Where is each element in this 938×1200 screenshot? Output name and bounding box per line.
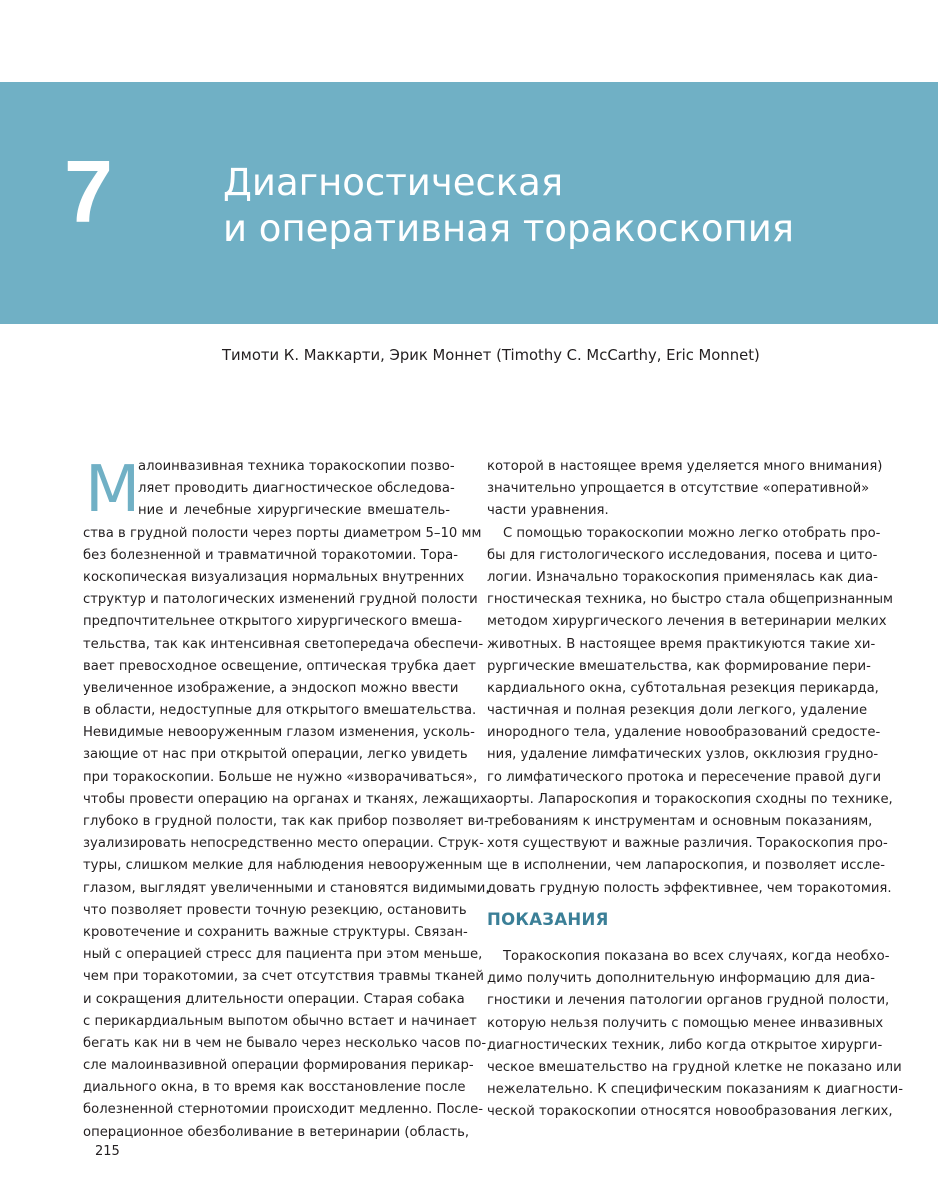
text-line: кардиального окна, субтотальная резекция перикарда, [487,680,879,696]
text-line: болезненной стернотомии происходит медленно. После- [83,1102,483,1118]
text-line: увеличенное изображение, а эндоскоп можно ввести [83,680,459,696]
text-line: го лимфатического протока и пересечение правой дуги [487,769,882,785]
text-line: ляет проводить диагностическое обследова- [138,481,455,497]
page-number: 215 [95,1144,120,1159]
text-line: хотя существуют и важные различия. Торакоскопия про- [487,836,888,852]
chapter-authors: Тимоти К. Маккарти, Эрик Моннет (Timothy C. McCarthy, Eric Monnet) [222,347,760,364]
text-line: части уравнения. [487,503,609,519]
text-line: чтобы провести операцию на органах и тканях, лежащих [83,791,488,807]
text-line: гностическая техника, но быстро стала общепризнанным [487,592,893,608]
text-line: димо получить дополнительную информацию для диа- [487,971,876,987]
text-line: аорты. Лапароскопия и торакоскопия сходны по технике, [487,791,893,807]
text-line: ние и лечебные хирургические вмешатель- [138,503,450,519]
text-line: при торакоскопии. Больше не нужно «изворачиваться», [83,769,478,785]
text-line: диального окна, в то время как восстановление после [83,1080,466,1096]
text-line: требованиям к инструментам и основным показаниям, [487,814,873,829]
text-line: туры, слишком мелкие для наблюдения невооруженным [83,858,483,874]
text-line: чем при торакотомии, за счет отсутствия травмы тканей [83,969,484,985]
text-line: структур и патологических изменений грудной полости [83,592,478,608]
text-line: рургические вмешательства, как формирование пери- [487,658,871,674]
text-line: С помощью торакоскопии можно легко отобрать про- [503,525,881,541]
text-line: животных. В настоящее время практикуются такие хи- [487,636,876,652]
left-text-column [83,453,490,1144]
text-line: зающие от нас при открытой операции, легко увидеть [83,747,468,763]
text-line: предпочтительнее открытого хирургического вмеша- [83,614,462,630]
text-line: ще в исполнении, чем лапароскопия, и позволяет иссле- [487,858,886,874]
text-line: ный с операцией стресс для пациента при этом меньше, [83,947,483,963]
text-line: глубоко в грудной полости, так как прибор позволяет ви- [83,814,489,829]
right-paragraph-3 [487,946,903,1124]
text-line: логии. Изначально торакоскопия применялась как диа- [487,569,878,585]
text-line: вает превосходное освещение, оптическая трубка дает [83,658,476,674]
left-column-lines [83,453,490,1144]
text-line: ния, удаление лимфатических узлов, окклюзия грудно- [487,747,879,763]
text-line: тельства, так как интенсивная светопередача обеспечи- [83,636,484,652]
text-line: которую нельзя получить с помощью менее инвазивных [487,1015,884,1031]
section-heading-indications: ПОКАЗАНИЯ [487,910,609,929]
text-line: инородного тела, удаление новообразований средосте- [487,725,881,741]
text-line: и сокращения длительности операции. Старая собака [83,991,465,1007]
text-line: Торакоскопия показана во всех случаях, когда необхо- [503,949,890,964]
text-line: довать грудную полость эффективнее, чем торакотомия. [487,880,892,896]
text-line: диагностических техник, либо когда открытое хирурги- [487,1037,883,1053]
text-line: бы для гистологического исследования, посева и цито- [487,547,878,563]
chapter-title [223,160,913,252]
text-line: значительно упрощается в отсутствие «оперативной» [487,481,870,497]
right-paragraph-2 [487,523,893,900]
text-line: которой в настоящее время уделяется много внимания) [487,459,883,474]
text-line: методом хирургического лечения в ветеринарии мелких [487,614,887,630]
text-line: ческое вмешательство на грудной клетке не показано или [487,1059,902,1075]
text-line: ческой торакоскопии относятся новообразования легких, [487,1104,893,1120]
chapter-number: 7 [64,142,113,241]
right-paragraph-1 [487,456,883,523]
text-line: зуализировать непосредственно место операции. Струк- [83,836,484,852]
text-line: бегать как ни в чем не бывало через несколько часов по- [83,1035,487,1051]
text-line: сле малоинвазивной операции формирования перикар- [83,1058,474,1074]
chapter-title-line-1: Диагностическая [223,161,564,204]
text-line: в области, недоступные для открытого вмешательства. [83,703,477,719]
text-line: кровотечение и сохранить важные структуры. Связан- [83,924,468,940]
text-line: коскопическая визуализация нормальных внутренних [83,569,465,585]
right-text-column-lower [487,946,903,1124]
text-line: нежелательно. К специфическим показаниям к диагности- [487,1082,903,1098]
text-line: операционное обезболивание в ветеринарии (область, [83,1124,470,1140]
text-line: ства в грудной полости через порты диаметром 5–10 мм [83,525,482,541]
text-line: что позволяет провести точную резекцию, остановить [83,902,467,918]
text-line: гностики и лечения патологии органов грудной полости, [487,993,890,1009]
text-line: Невидимые невооруженным глазом изменения, усколь- [83,725,475,741]
text-line: частичная и полная резекция доли легкого, удаление [487,703,868,719]
drop-cap: М [85,453,141,527]
text-line: без болезненной и травматичной торакотомии. Тора- [83,547,459,563]
chapter-title-line-2: и оперативная торакоскопия [223,207,795,250]
right-text-column [487,456,893,900]
text-line: глазом, выглядят увеличенными и становятся видимыми, [83,880,490,896]
text-line: алоинвазивная техника торакоскопии позво- [138,459,455,474]
lead-paragraph [83,453,490,1144]
text-line: с перикардиальным выпотом обычно встает и начинает [83,1013,477,1029]
